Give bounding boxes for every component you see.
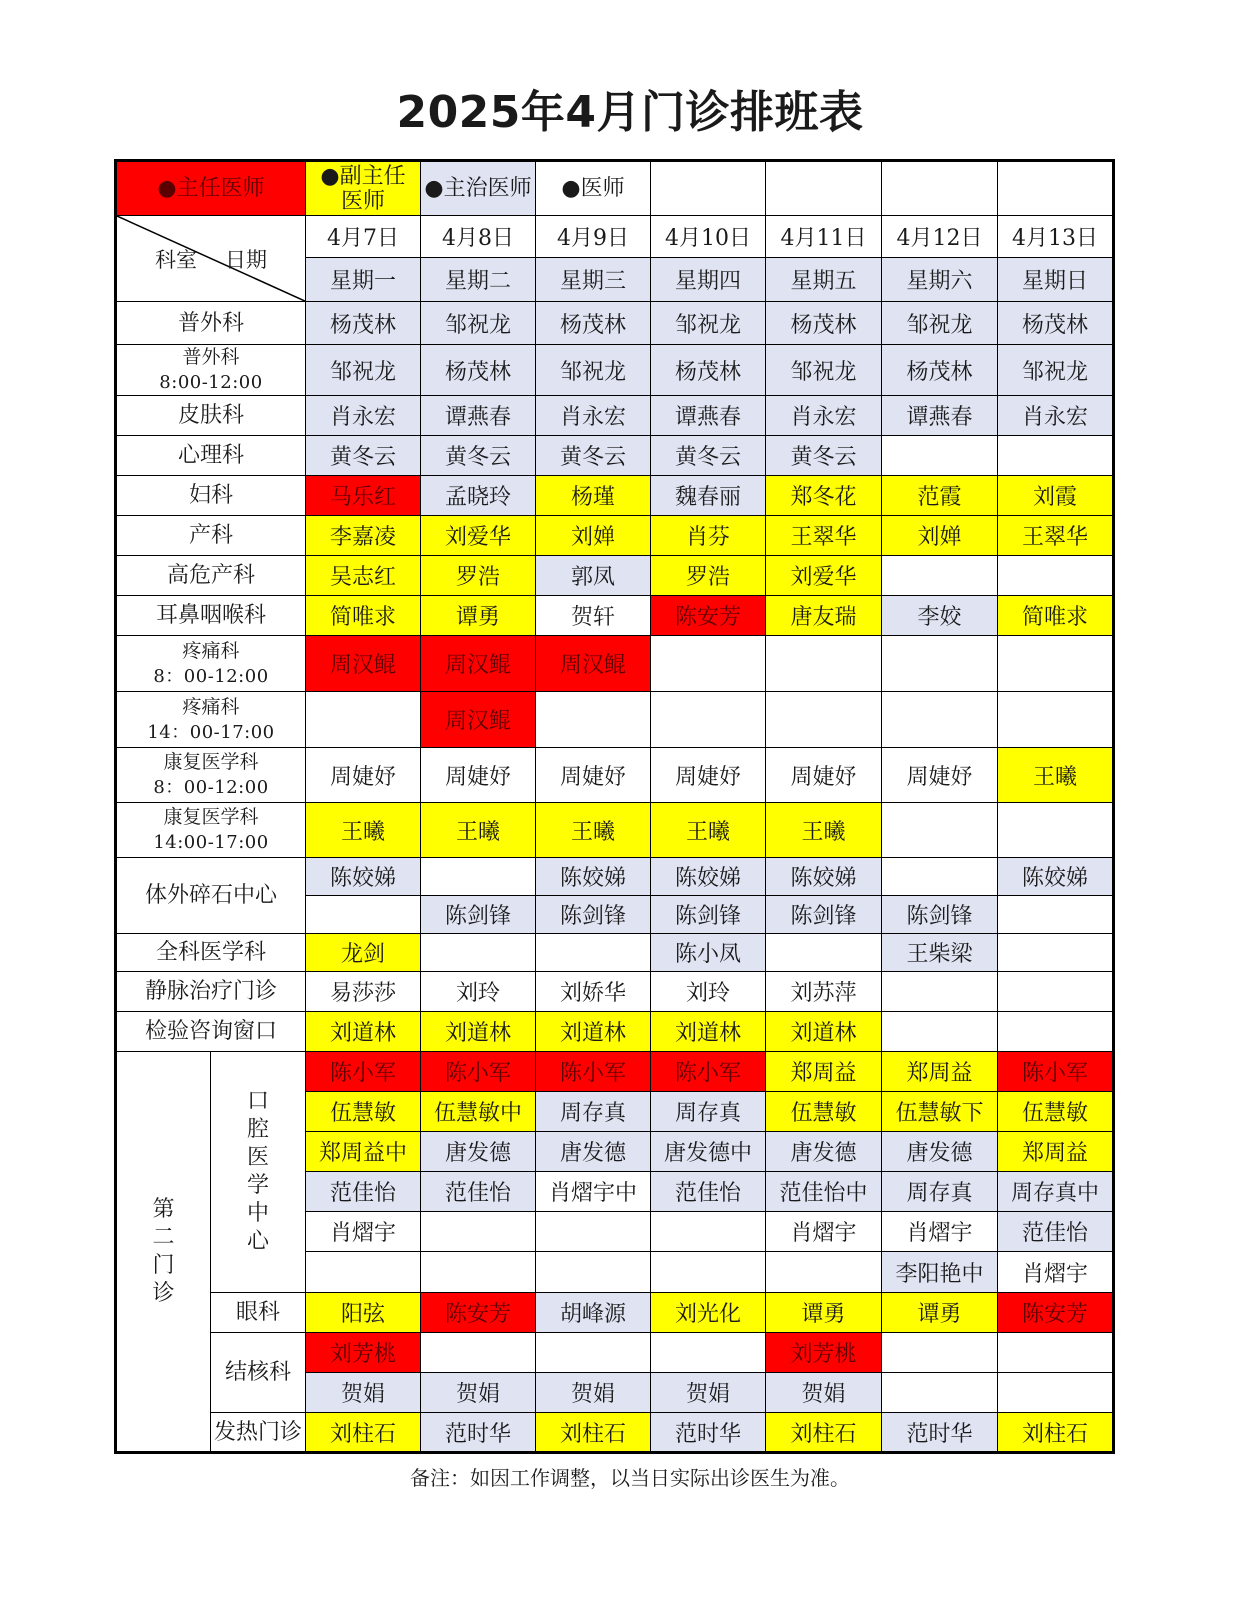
table-row — [116, 345, 1114, 396]
department-hours: 8：00-12:00 — [153, 777, 269, 798]
empty-cell — [766, 934, 882, 972]
empty-cell — [998, 896, 1114, 934]
doctor-cell: 刘道林 — [421, 1012, 536, 1052]
doctor-cell: 黄冬云 — [306, 436, 421, 476]
doctor-cell: 邹祝龙 — [882, 302, 998, 345]
doctor-cell: 陈剑锋 — [882, 896, 998, 934]
char: 二 — [152, 1224, 175, 1250]
doctor-cell: 周婕妤 — [651, 748, 766, 803]
doctor-cell: 贺娟 — [766, 1373, 882, 1413]
doctor-cell: 范佳怡 — [306, 1172, 421, 1212]
doctor-cell: 陈姣娣 — [536, 858, 651, 896]
department-label: 全科医学科 — [155, 940, 266, 965]
empty-cell — [998, 803, 1114, 858]
doctor-cell: 陈小凤 — [651, 934, 766, 972]
doctor-cell: 刘芳桃 — [766, 1333, 882, 1373]
doctor-cell: 王曦 — [998, 748, 1114, 803]
doctor-cell: 易莎莎 — [306, 972, 421, 1012]
doctor-cell: 范佳怡中 — [766, 1172, 882, 1212]
empty-cell — [421, 1212, 536, 1252]
table-row — [116, 396, 1114, 436]
empty-cell — [998, 436, 1114, 476]
doctor-cell: 杨茂林 — [306, 302, 421, 345]
table-row — [116, 302, 1114, 345]
weekday-header: 星期四 — [651, 258, 766, 302]
sub-department-name: 发热门诊 — [211, 1413, 306, 1453]
doctor-cell: 陈安芳 — [998, 1293, 1114, 1333]
empty-cell — [882, 1373, 998, 1413]
doctor-cell: 周存真 — [651, 1092, 766, 1132]
doctor-cell: 杨茂林 — [536, 302, 651, 345]
sub-department-name: 结核科 — [211, 1333, 306, 1413]
date-header: 4月12日 — [882, 216, 998, 258]
empty-cell — [766, 692, 882, 748]
date-header: 4月9日 — [536, 216, 651, 258]
empty-cell — [766, 161, 882, 216]
doctor-cell: 刘娇华 — [536, 972, 651, 1012]
empty-cell — [651, 1333, 766, 1373]
doctor-cell: 邹祝龙 — [306, 345, 421, 396]
empty-cell — [998, 934, 1114, 972]
department-name — [116, 803, 306, 858]
doctor-cell: 肖永宏 — [998, 396, 1114, 436]
empty-cell — [882, 972, 998, 1012]
doctor-cell: 范佳怡 — [421, 1172, 536, 1212]
doctor-cell: 陈小军 — [998, 1052, 1114, 1092]
doctor-cell: 谭勇 — [421, 596, 536, 636]
empty-cell — [998, 692, 1114, 748]
doctor-cell: 龙剑 — [306, 934, 421, 972]
doctor-cell: 范佳怡 — [998, 1212, 1114, 1252]
doctor-cell: 刘道林 — [651, 1012, 766, 1052]
empty-cell — [882, 1333, 998, 1373]
empty-cell — [651, 161, 766, 216]
doctor-cell: 罗浩 — [651, 556, 766, 596]
doctor-cell: 刘婵 — [536, 516, 651, 556]
doctor-cell: 吴志红 — [306, 556, 421, 596]
department-name — [116, 1012, 306, 1052]
doctor-cell: 罗浩 — [421, 556, 536, 596]
doctor-cell: 杨茂林 — [998, 302, 1114, 345]
doctor-cell: 陈安芳 — [421, 1293, 536, 1333]
doctor-cell: 贺娟 — [651, 1373, 766, 1413]
doctor-cell: 周婕妤 — [882, 748, 998, 803]
doctor-cell: 邹祝龙 — [536, 345, 651, 396]
doctor-cell: 郑周益 — [998, 1132, 1114, 1172]
date-header: 4月8日 — [421, 216, 536, 258]
weekday-header: 星期日 — [998, 258, 1114, 302]
date-header: 4月7日 — [306, 216, 421, 258]
date-axis-label: 日期 — [225, 248, 267, 272]
department-label: 普外科 — [177, 310, 244, 336]
doctor-cell: 刘玲 — [421, 972, 536, 1012]
empty-cell — [882, 161, 998, 216]
department-hours: 8:00-12:00 — [159, 372, 263, 393]
empty-cell — [998, 1012, 1114, 1052]
doctor-cell: 贺轩 — [536, 596, 651, 636]
doctor-cell: 王曦 — [651, 803, 766, 858]
legend-attending-physician: ●主治医师 — [421, 161, 536, 216]
char: 诊 — [152, 1280, 175, 1306]
doctor-cell: 魏春丽 — [651, 476, 766, 516]
department-hours: 14：00-17:00 — [147, 721, 275, 743]
empty-cell — [536, 692, 651, 748]
doctor-cell: 范时华 — [882, 1413, 998, 1453]
department-name — [116, 302, 306, 345]
empty-cell — [766, 636, 882, 692]
doctor-cell: 刘道林 — [306, 1012, 421, 1052]
table-row — [116, 636, 1114, 692]
department-name — [116, 396, 306, 436]
department-hours: 8：00-12:00 — [153, 665, 269, 687]
doctor-cell: 范时华 — [651, 1413, 766, 1453]
empty-cell — [306, 1252, 421, 1293]
doctor-cell: 贺娟 — [536, 1373, 651, 1413]
doctor-cell: 黄冬云 — [421, 436, 536, 476]
weekday-header: 星期六 — [882, 258, 998, 302]
doctor-cell: 刘柱石 — [998, 1413, 1114, 1453]
doctor-cell: 邹祝龙 — [651, 302, 766, 345]
doctor-cell: 周存真中 — [998, 1172, 1114, 1212]
doctor-cell: 周婕妤 — [421, 748, 536, 803]
empty-cell — [998, 1333, 1114, 1373]
doctor-cell: 伍慧敏 — [766, 1092, 882, 1132]
empty-cell — [421, 1333, 536, 1373]
doctor-cell: 肖永宏 — [766, 396, 882, 436]
doctor-cell: 陈小军 — [536, 1052, 651, 1092]
doctor-cell: 伍慧敏下 — [882, 1092, 998, 1132]
doctor-cell: 伍慧敏 — [306, 1092, 421, 1132]
doctor-cell: 杨茂林 — [421, 345, 536, 396]
doctor-cell: 马乐红 — [306, 476, 421, 516]
char: 学 — [246, 1173, 269, 1198]
doctor-cell: 郑周益中 — [306, 1132, 421, 1172]
doctor-cell: 周婕妤 — [306, 748, 421, 803]
doctor-cell: 唐发德 — [766, 1132, 882, 1172]
table-row — [116, 596, 1114, 636]
doctor-cell: 范时华 — [421, 1413, 536, 1453]
table-row — [116, 476, 1114, 516]
doctor-cell: 陈姣娣 — [306, 858, 421, 896]
doctor-cell: 肖永宏 — [536, 396, 651, 436]
doctor-cell: 周汉鲲 — [306, 636, 421, 692]
empty-cell — [882, 636, 998, 692]
table-row — [116, 436, 1114, 476]
department-hours: 14:00-17:00 — [153, 832, 269, 853]
department-name — [116, 692, 306, 748]
doctor-cell: 陈姣娣 — [651, 858, 766, 896]
doctor-cell: 肖熠宇 — [882, 1212, 998, 1252]
doctor-cell: 简唯求 — [306, 596, 421, 636]
department-label: 妇科 — [188, 483, 233, 508]
dept-axis-label: 科室 — [155, 248, 197, 272]
doctor-cell: 周汉鲲 — [421, 636, 536, 692]
doctor-cell: 刘光化 — [651, 1293, 766, 1333]
doctor-cell: 黄冬云 — [651, 436, 766, 476]
table-row — [116, 1052, 1114, 1092]
doctor-cell: 刘柱石 — [766, 1413, 882, 1453]
empty-cell — [882, 1012, 998, 1052]
doctor-cell: 刘芳桃 — [306, 1333, 421, 1373]
doctor-cell: 王曦 — [766, 803, 882, 858]
doctor-cell: 周汉鲲 — [536, 636, 651, 692]
table-row — [116, 1012, 1114, 1052]
diagonal-line — [117, 216, 306, 302]
doctor-cell: 伍慧敏中 — [421, 1092, 536, 1132]
doctor-cell: 刘柱石 — [536, 1413, 651, 1453]
department-name — [116, 636, 306, 692]
footnote: 备注：如因工作调整，以当日实际出诊医生为准。 — [410, 1466, 850, 1490]
department-label: 产科 — [188, 523, 233, 548]
doctor-cell: 邹祝龙 — [421, 302, 536, 345]
table-row — [116, 748, 1114, 803]
doctor-cell: 王曦 — [306, 803, 421, 858]
department-label: 静脉治疗门诊 — [144, 979, 277, 1004]
department-name — [116, 596, 306, 636]
empty-cell — [536, 1252, 651, 1293]
doctor-cell: 范霞 — [882, 476, 998, 516]
doctor-cell: 伍慧敏 — [998, 1092, 1114, 1132]
char: 医 — [246, 1145, 269, 1170]
sub-department-name: 眼科 — [211, 1293, 306, 1333]
department-name — [116, 516, 306, 556]
char: 第 — [152, 1196, 175, 1222]
table-row — [116, 216, 1114, 258]
empty-cell — [998, 636, 1114, 692]
empty-cell — [766, 1252, 882, 1293]
doctor-cell: 陈姣娣 — [998, 858, 1114, 896]
empty-cell — [651, 1252, 766, 1293]
doctor-cell: 邹祝龙 — [998, 345, 1114, 396]
legend-chief-physician: ●主任医师 — [116, 161, 306, 216]
empty-cell — [651, 636, 766, 692]
page-title: 2025年4月门诊排班表 — [396, 87, 864, 138]
doctor-cell: 陈小军 — [306, 1052, 421, 1092]
doctor-cell: 范佳怡 — [651, 1172, 766, 1212]
empty-cell — [882, 858, 998, 896]
doctor-cell: 贺娟 — [306, 1373, 421, 1413]
doctor-cell: 陈剑锋 — [651, 896, 766, 934]
table-row — [116, 556, 1114, 596]
doctor-cell: 杨茂林 — [651, 345, 766, 396]
empty-cell — [536, 934, 651, 972]
table-row — [116, 1293, 1114, 1333]
empty-cell — [882, 803, 998, 858]
char: 口 — [246, 1089, 269, 1114]
doctor-cell: 陈剑锋 — [421, 896, 536, 934]
doctor-cell: 谭勇 — [766, 1293, 882, 1333]
doctor-cell: 陈姣娣 — [766, 858, 882, 896]
doctor-cell: 肖熠宇 — [766, 1212, 882, 1252]
doctor-cell: 王翠华 — [766, 516, 882, 556]
empty-cell — [651, 1212, 766, 1252]
table-row — [116, 161, 1114, 216]
doctor-cell: 周婕妤 — [766, 748, 882, 803]
department-label: 心理科 — [177, 443, 244, 468]
doctor-cell: 肖芬 — [651, 516, 766, 556]
empty-cell — [421, 1252, 536, 1293]
schedule-table — [114, 159, 1115, 1454]
doctor-cell: 陈剑锋 — [536, 896, 651, 934]
doctor-cell: 孟晓玲 — [421, 476, 536, 516]
weekday-header: 星期一 — [306, 258, 421, 302]
empty-cell — [421, 858, 536, 896]
table-row — [116, 692, 1114, 748]
doctor-cell: 刘霞 — [998, 476, 1114, 516]
table-row — [116, 1333, 1114, 1373]
doctor-cell: 肖永宏 — [306, 396, 421, 436]
table-row — [116, 858, 1114, 896]
doctor-cell: 陈安芳 — [651, 596, 766, 636]
department-label: 高危产科 — [166, 563, 255, 588]
department-label: 普外科 — [182, 346, 240, 368]
empty-cell — [882, 556, 998, 596]
department-name — [116, 556, 306, 596]
doctor-cell: 阳弦 — [306, 1293, 421, 1333]
legend-associate-chief-physician — [306, 161, 421, 216]
doctor-cell: 周存真 — [882, 1172, 998, 1212]
doctor-cell: 周婕妤 — [536, 748, 651, 803]
department-label: 康复医学科 — [163, 806, 259, 828]
date-header: 4月13日 — [998, 216, 1114, 258]
doctor-cell: 谭燕春 — [421, 396, 536, 436]
doctor-cell: 简唯求 — [998, 596, 1114, 636]
doctor-cell: 陈剑锋 — [766, 896, 882, 934]
doctor-cell: 谭燕春 — [651, 396, 766, 436]
doctor-cell: 李姣 — [882, 596, 998, 636]
second-clinic-label — [116, 1052, 211, 1453]
department-label: 疼痛科 — [182, 639, 240, 662]
doctor-cell: 周汉鲲 — [421, 692, 536, 748]
weekday-header: 星期五 — [766, 258, 882, 302]
table-row — [116, 1413, 1114, 1453]
doctor-cell: 杨瑾 — [536, 476, 651, 516]
doctor-cell: 郑冬花 — [766, 476, 882, 516]
doctor-cell: 郑周益 — [882, 1052, 998, 1092]
doctor-cell: 杨茂林 — [882, 345, 998, 396]
doctor-cell: 刘道林 — [766, 1012, 882, 1052]
table-row — [116, 972, 1114, 1012]
doctor-cell: 刘玲 — [651, 972, 766, 1012]
doctor-cell: 唐发德 — [882, 1132, 998, 1172]
doctor-cell: 唐发德 — [536, 1132, 651, 1172]
doctor-cell: 唐友瑞 — [766, 596, 882, 636]
empty-cell — [998, 161, 1114, 216]
header-corner — [116, 216, 306, 302]
table-row — [116, 934, 1114, 972]
empty-cell — [306, 692, 421, 748]
doctor-cell: 黄冬云 — [536, 436, 651, 476]
empty-cell — [998, 972, 1114, 1012]
department-label: 皮肤科 — [177, 403, 244, 428]
doctor-cell: 王曦 — [536, 803, 651, 858]
empty-cell — [421, 934, 536, 972]
department-name — [116, 476, 306, 516]
department-label: 检验咨询窗口 — [144, 1019, 277, 1044]
doctor-cell: 肖熠宇 — [998, 1252, 1114, 1293]
doctor-cell: 唐发德 — [421, 1132, 536, 1172]
empty-cell — [882, 692, 998, 748]
doctor-cell: 肖熠宇中 — [536, 1172, 651, 1212]
doctor-cell: 陈小军 — [651, 1052, 766, 1092]
doctor-cell: 刘苏萍 — [766, 972, 882, 1012]
doctor-cell: 刘爱华 — [766, 556, 882, 596]
doctor-cell: 王翠华 — [998, 516, 1114, 556]
doctor-cell: 周存真 — [536, 1092, 651, 1132]
doctor-cell: 郭凤 — [536, 556, 651, 596]
empty-cell — [882, 436, 998, 476]
doctor-cell: 杨茂林 — [766, 302, 882, 345]
empty-cell — [536, 1333, 651, 1373]
weekday-header: 星期三 — [536, 258, 651, 302]
doctor-cell: 肖熠宇 — [306, 1212, 421, 1252]
empty-cell — [998, 556, 1114, 596]
department-name: 体外碎石中心 — [116, 858, 306, 934]
sub-department-name — [211, 1052, 306, 1293]
char: 腔 — [246, 1117, 269, 1142]
empty-cell — [536, 1212, 651, 1252]
doctor-cell: 陈小军 — [421, 1052, 536, 1092]
department-name — [116, 748, 306, 803]
table-row — [116, 516, 1114, 556]
doctor-cell: 刘柱石 — [306, 1413, 421, 1453]
department-name — [116, 934, 306, 972]
doctor-cell: 李嘉凌 — [306, 516, 421, 556]
department-label: 疼痛科 — [182, 695, 240, 718]
doctor-cell: 唐发德中 — [651, 1132, 766, 1172]
department-name — [116, 972, 306, 1012]
empty-cell — [998, 1373, 1114, 1413]
doctor-cell: 邹祝龙 — [766, 345, 882, 396]
date-header: 4月10日 — [651, 216, 766, 258]
doctor-cell: 刘爱华 — [421, 516, 536, 556]
legend-physician: ●医师 — [536, 161, 651, 216]
doctor-cell: 刘道林 — [536, 1012, 651, 1052]
date-header: 4月11日 — [766, 216, 882, 258]
doctor-cell: 黄冬云 — [766, 436, 882, 476]
doctor-cell: 王柴梁 — [882, 934, 998, 972]
char: 中 — [246, 1201, 269, 1226]
weekday-header: 星期二 — [421, 258, 536, 302]
doctor-cell: 李阳艳中 — [882, 1252, 998, 1293]
char: 门 — [152, 1252, 175, 1278]
doctor-cell: 郑周益 — [766, 1052, 882, 1092]
table-row — [116, 803, 1114, 858]
empty-cell — [651, 692, 766, 748]
doctor-cell: 王曦 — [421, 803, 536, 858]
legend-label: ●副主任医师 — [320, 163, 406, 214]
department-name — [116, 345, 306, 396]
char: 心 — [246, 1229, 269, 1254]
department-label: 耳鼻咽喉科 — [155, 603, 266, 628]
department-label: 康复医学科 — [163, 751, 259, 773]
empty-cell — [306, 896, 421, 934]
doctor-cell: 贺娟 — [421, 1373, 536, 1413]
doctor-cell: 胡峰源 — [536, 1293, 651, 1333]
doctor-cell: 谭燕春 — [882, 396, 998, 436]
department-name — [116, 436, 306, 476]
doctor-cell: 刘婵 — [882, 516, 998, 556]
doctor-cell: 谭勇 — [882, 1293, 998, 1333]
